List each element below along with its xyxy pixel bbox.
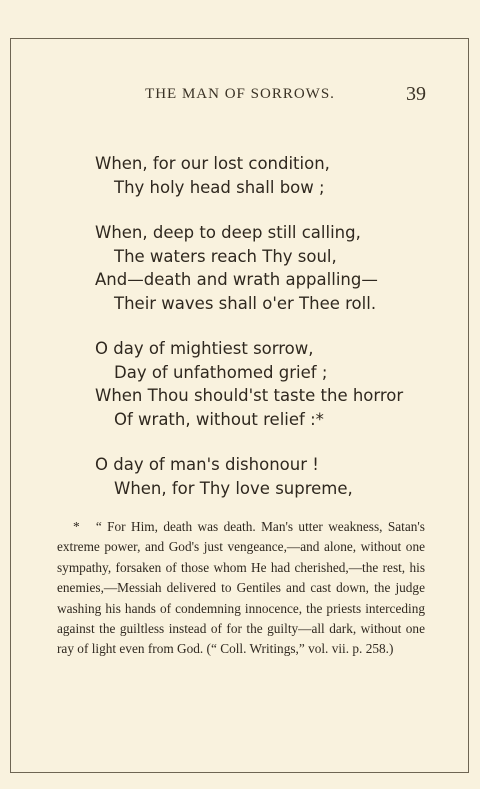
poem-line: And—death and wrath appalling—: [95, 270, 378, 289]
poem-line: Day of unfathomed grief ;: [114, 362, 328, 382]
poem-line: When, for Thy love supreme,: [114, 478, 353, 498]
poem: [0, 152, 480, 522]
poem-line: O day of man's dishonour !: [95, 455, 319, 474]
running-title: THE MAN OF SORROWS.: [145, 86, 335, 102]
stanza-3: [0, 337, 480, 431]
poem-line: Thy holy head shall bow ;: [114, 177, 325, 197]
poem-line: O day of mightiest sorrow,: [95, 339, 314, 358]
poem-line: Of wrath, without relief :*: [114, 409, 324, 429]
stanza-1: [0, 152, 480, 199]
poem-line: The waters reach Thy soul,: [114, 246, 337, 266]
page-number: 39: [406, 83, 426, 105]
poem-line: Their waves shall o'er Thee roll.: [114, 293, 377, 313]
poem-line: When, for our lost condition,: [95, 154, 330, 173]
page-header: [0, 83, 480, 108]
poem-line: When Thou should'st taste the horror: [95, 386, 404, 405]
footnote: [57, 517, 425, 660]
footnote-text: “ For Him, death was death. Man's utter weakness, Satan's extreme power, and God's just vengeance,—and alone, without one sympathy, forsaken of those whom He had cherished,—the rest, his enemies,—Messiah delivered to Gentiles and cast down, the judge washing his hands of condemning innocence, the priests interceding against the guiltless instead of for the guilty—all dark, without one ray of light even from God. (“ Coll. Writings,” vol. vii. p. 258.): [57, 519, 425, 657]
stanza-2: [0, 221, 480, 315]
footnote-marker: *: [73, 519, 80, 534]
stanza-4: [0, 453, 480, 500]
poem-line: When, deep to deep still calling,: [95, 223, 361, 242]
